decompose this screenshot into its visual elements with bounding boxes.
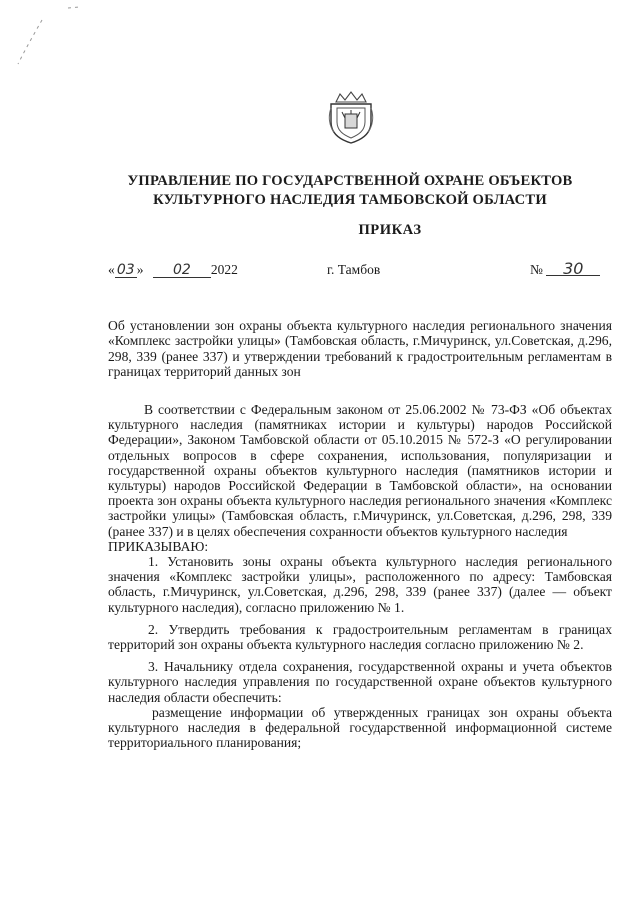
date-month: 02 [153,264,211,278]
number-value: 30 [546,262,600,276]
order-subject: Об установлении зон охраны объекта культурного наследия регионального значения «Комплекс застройки улицы» (Тамбовская область, г.Мичуринск, ул.Советская, д.296, 298, 339 (ранее 337) и утверждении требований к градостроительным регламентам в границах территорий данных зон [108,318,612,380]
order-item-3: 3. Начальнику отдела сохранения, государственной охраны и учета объектов культурного наследия управления по государственной охране объектов культурного наследия области обеспечить: [108,659,612,705]
coat-of-arms-icon [328,88,374,144]
organization-name [80,172,620,210]
number-label: № [530,262,543,277]
order-city: г. Тамбов [327,262,381,277]
organization-name-line-1: УПРАВЛЕНИЕ ПО ГОСУДАРСТВЕННОЙ ОХРАНЕ ОБЪЕКТОВ [127,173,573,189]
order-word: ПРИКАЗЫВАЮ: [108,538,209,554]
order-number [530,259,600,278]
date-year: 2022 [210,262,238,277]
date-open-quote: « [108,262,115,277]
preamble-paragraph: В соответствии с Федеральным законом от 25.06.2002 № 73-ФЗ «Об объектах культурного наследия (памятниках истории и культуры) народов Российской Федерации», Законом Тамбовской области от 05.10.2015 № 572-З «О регулировании отдельных вопросов в сфере сохранения, использования, популяризации и государственной охраны объектов культурного наследия (памятников истории и культуры) народов Российской Федерации в Тамбовской области», на основании проекта зон охраны объекта культурного наследия регионального значения «Комплекс застройки улицы» (Тамбовская область, г.Мичуринск, ул.Советская, д.296, 298, 339 (ранее 337) и в целях обеспечения сохранности объектов культурного наследия [108,402,612,539]
organization-name-line-2: КУЛЬТУРНОГО НАСЛЕДИЯ ТАМБОВСКОЙ ОБЛАСТИ [153,192,547,208]
document-type: ПРИКАЗ [358,222,422,238]
order-date [108,262,238,278]
date-day: 03 [115,264,137,278]
scan-artifact [8,0,88,80]
order-body [108,402,612,750]
order-item-1: 1. Установить зоны охраны объекта культурного наследия регионального значения «Комплекс застройки улицы», расположенного по адресу: Тамбовская область, г.Мичуринск, ул.Советская, д.296, 298, 339 (ранее 337) (далее — объект культурного наследия), согласно приложению № 1. [108,554,612,615]
order-item-2: 2. Утвердить требования к градостроительным регламентам в границах территорий зон охраны объекта культурного наследия согласно приложению № 2. [108,621,612,653]
order-item-3-subitem-1: размещение информации об утвержденных границах зон охраны объекта культурного наследия в федеральной государственной информационной системе территориального планирования; [108,704,612,751]
date-close-quote: » [136,262,144,277]
